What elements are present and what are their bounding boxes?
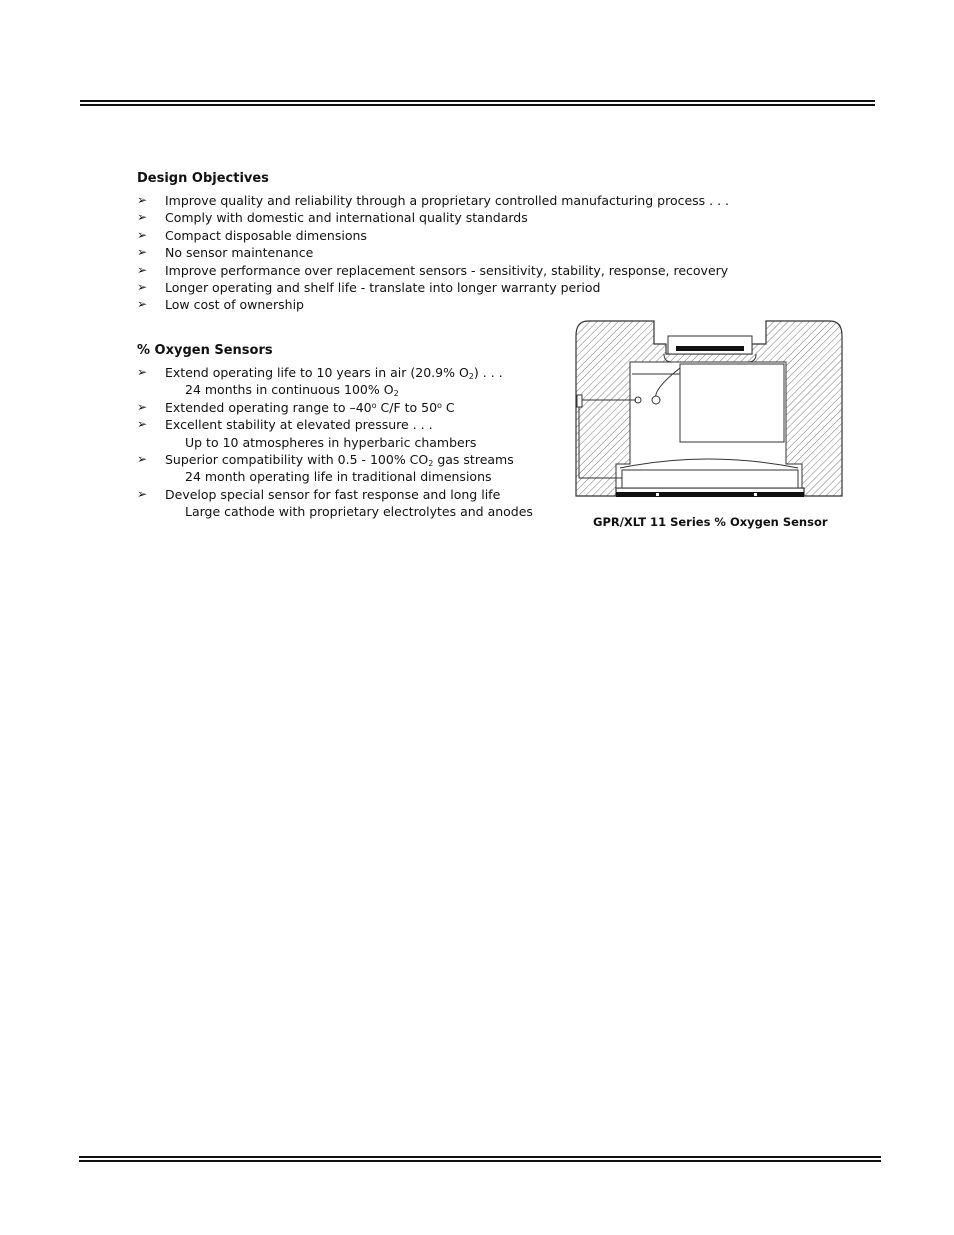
header-rule [80, 100, 875, 106]
list-item: ➢ Develop special sensor for fast response and long life [137, 486, 501, 502]
list-item: ➢ Improve quality and reliability through a proprietary controlled manufacturing process . . . [137, 193, 730, 208]
list-item: ➢ Comply with domestic and international quality standards [137, 210, 528, 226]
design-objectives-list [137, 192, 729, 314]
arrow-bullet-icon: ➢ [137, 417, 148, 432]
list-item: ➢ Compact disposable dimensions [137, 227, 367, 243]
list-subitem: Up to 10 atmospheres in hyperbaric chambers [185, 434, 477, 450]
oxygen-sensors-list [137, 364, 533, 521]
figure-caption: GPR/XLT 11 Series % Oxygen Sensor [593, 515, 828, 529]
list-subitem: Large cathode with proprietary electrolytes and anodes [185, 504, 533, 520]
arrow-bullet-icon: ➢ [137, 279, 148, 294]
oxygen-sensors-heading: % Oxygen Sensors [137, 343, 273, 358]
list-item: ➢ Extend operating life to 10 years in air (20.9% $O_2$) . . . [137, 365, 503, 381]
list-item: ➢ Excellent stability at elevated pressure . . . [137, 417, 433, 433]
list-subitem: 24 months in continuous 100% $O_2$ [185, 382, 399, 399]
list-item: ➢ Extended operating range to –40$^o$ C/F to 50$^o$ C [137, 399, 455, 415]
arrow-bullet-icon: ➢ [137, 227, 148, 242]
arrow-bullet-icon: ➢ [137, 365, 148, 379]
footer-rule [79, 1156, 881, 1162]
list-subitem: 24 month operating life in traditional dimensions [185, 469, 492, 485]
arrow-bullet-icon: ➢ [137, 486, 148, 501]
arrow-bullet-icon: ➢ [137, 245, 148, 260]
arrow-bullet-icon: ➢ [137, 210, 148, 225]
list-item: ➢ Superior compatibility with 0.5 - 100% $CO_2$ gas streams [137, 451, 514, 468]
design-objectives-heading: Design Objectives [137, 171, 269, 186]
arrow-bullet-icon: ➢ [137, 262, 148, 277]
arrow-bullet-icon: ➢ [137, 399, 148, 414]
list-item: ➢ Low cost of ownership [137, 297, 304, 313]
arrow-bullet-icon: ➢ [137, 193, 148, 207]
arrow-bullet-icon: ➢ [137, 297, 148, 312]
list-item: ➢ Longer operating and shelf life - translate into longer warranty period [137, 279, 601, 295]
list-item: ➢ Improve performance over replacement sensors - sensitivity, stability, response, recovery [137, 262, 729, 278]
arrow-bullet-icon: ➢ [137, 451, 148, 466]
list-item: ➢ No sensor maintenance [137, 245, 314, 261]
oxygen-sensor-cross-section-diagram [572, 318, 844, 504]
